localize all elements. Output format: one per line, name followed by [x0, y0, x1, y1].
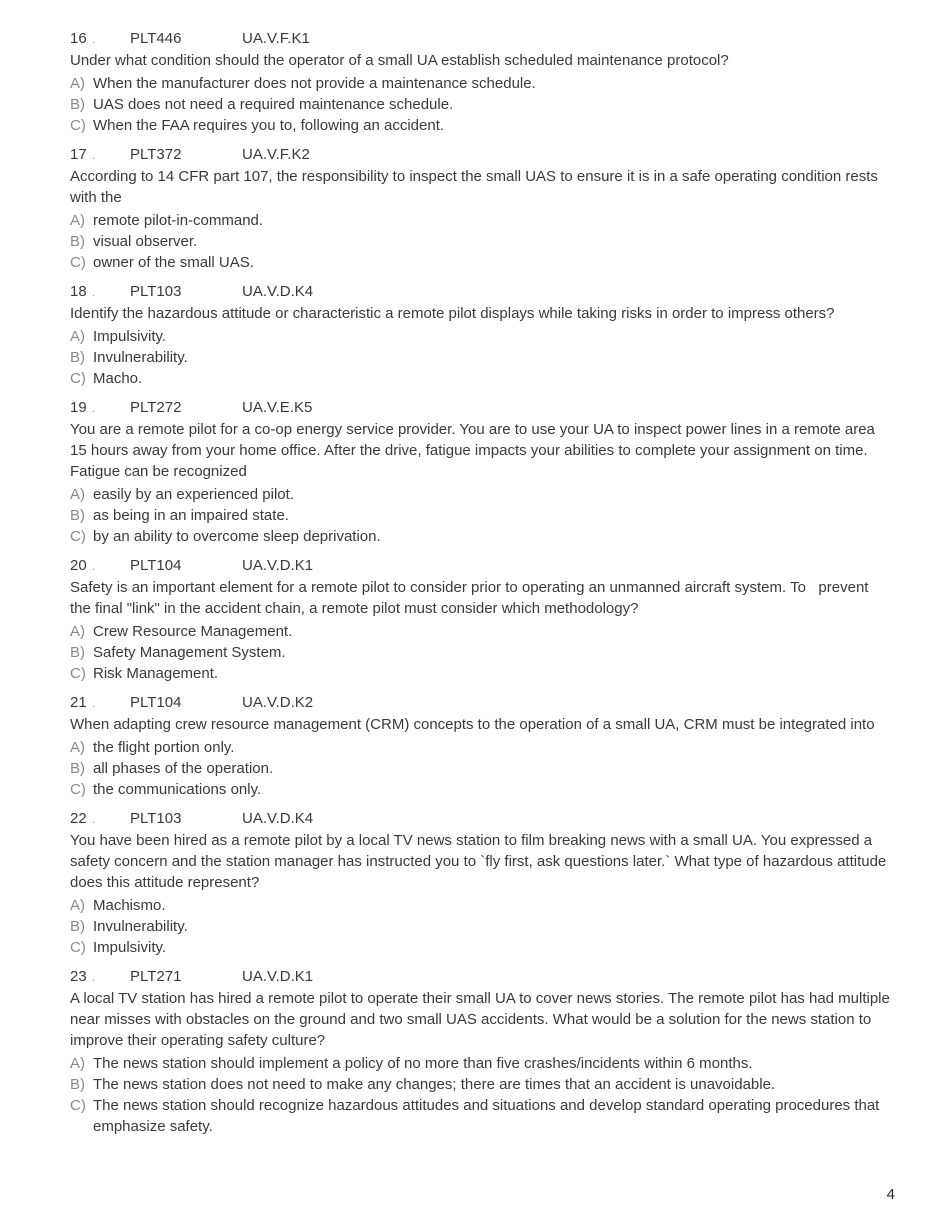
acs-reference: UA.V.F.K1	[242, 30, 310, 47]
option-letter: B)	[70, 1076, 85, 1093]
option-text: When the manufacturer does not provide a maintenance schedule.	[93, 75, 536, 92]
question-22	[70, 808, 890, 958]
question-number: 16	[70, 30, 87, 47]
acs-reference: UA.V.E.K5	[242, 399, 313, 416]
question-header	[70, 144, 890, 166]
option-letter: B)	[70, 349, 85, 366]
acs-reference: UA.V.D.K1	[242, 557, 314, 574]
question-header	[70, 808, 890, 830]
answer-option-a[interactable]	[70, 484, 890, 505]
plt-code: PLT272	[130, 399, 182, 416]
question-text: When adapting crew resource management (CRM) concepts to the operation of a small UA, CRM must be integrated into	[70, 716, 875, 733]
option-letter: B)	[70, 918, 85, 935]
answer-option-c[interactable]	[70, 115, 890, 136]
answer-option-a[interactable]	[70, 210, 890, 231]
option-text: The news station does not need to make any changes; there are times that an accident is unavoidable.	[93, 1076, 776, 1093]
question-19	[70, 397, 890, 547]
answer-option-a[interactable]	[70, 621, 890, 642]
question-header	[70, 28, 890, 50]
question-number: 23	[70, 968, 87, 985]
option-letter: A)	[70, 623, 85, 640]
answer-option-b[interactable]	[70, 94, 890, 115]
option-letter: B)	[70, 760, 85, 777]
option-text: by an ability to overcome sleep deprivation.	[93, 528, 381, 545]
question-text: You have been hired as a remote pilot by a local TV news station to film breaking news with a small UA. You expressed a safety concern and the station manager has instructed you to `fly first, ask questions later.` What type of hazardous attitude does this attitude represent?	[70, 832, 887, 891]
answer-option-b[interactable]	[70, 642, 890, 663]
question-20	[70, 555, 890, 684]
answer-option-a[interactable]	[70, 326, 890, 347]
option-text: Machismo.	[93, 897, 166, 914]
answer-option-a[interactable]	[70, 895, 890, 916]
option-letter: C)	[70, 370, 86, 387]
option-letter: C)	[70, 939, 86, 956]
answer-option-c[interactable]	[70, 937, 890, 958]
option-text: Risk Management.	[93, 665, 219, 682]
answer-option-c[interactable]	[70, 663, 890, 684]
option-text: Impulsivity.	[93, 939, 167, 956]
option-text: the communications only.	[93, 781, 262, 798]
answer-option-b[interactable]	[70, 758, 890, 779]
option-text: easily by an experienced pilot.	[93, 486, 294, 503]
answer-option-c[interactable]	[70, 779, 890, 800]
option-text: Invulnerability.	[93, 349, 188, 366]
answer-option-b[interactable]	[70, 916, 890, 937]
question-text: Identify the hazardous attitude or characteristic a remote pilot displays while taking risks in order to impress others?	[70, 305, 835, 322]
option-text: The news station should implement a policy of no more than five crashes/incidents within 6 months.	[93, 1055, 753, 1072]
option-letter: C)	[70, 254, 86, 271]
question-header	[70, 397, 890, 419]
option-text: The news station should recognize hazardous attitudes and situations and develop standard operating procedures that emphasize safety.	[93, 1097, 880, 1135]
option-text: Invulnerability.	[93, 918, 188, 935]
question-21	[70, 692, 890, 800]
question-18	[70, 281, 890, 389]
answer-option-c[interactable]	[70, 368, 890, 389]
answer-option-c[interactable]	[70, 1095, 890, 1137]
question-dot: .	[92, 814, 96, 826]
acs-reference: UA.V.F.K2	[242, 146, 310, 163]
answer-option-c[interactable]	[70, 526, 890, 547]
option-letter: A)	[70, 739, 85, 756]
question-text: You are a remote pilot for a co-op energy service provider. You are to use your UA to inspect power lines in a remote area 15 hours away from your home office. After the drive, fatigue impacts your abilities to complete your assignment on time. Fatigue can be recognized	[70, 421, 875, 480]
option-letter: B)	[70, 233, 85, 250]
question-dot: .	[92, 287, 96, 299]
option-text: owner of the small UAS.	[93, 254, 254, 271]
acs-reference: UA.V.D.K4	[242, 810, 314, 827]
option-letter: A)	[70, 212, 85, 229]
option-letter: C)	[70, 117, 86, 134]
question-16	[70, 28, 890, 136]
plt-code: PLT271	[130, 968, 182, 985]
question-23	[70, 966, 890, 1137]
option-letter: A)	[70, 75, 85, 92]
plt-code: PLT103	[130, 810, 182, 827]
option-letter: B)	[70, 507, 85, 524]
question-page	[70, 28, 890, 1145]
plt-code: PLT446	[130, 30, 182, 47]
question-dot: .	[92, 150, 96, 162]
option-text: all phases of the operation.	[93, 760, 274, 777]
question-number: 22	[70, 810, 87, 827]
answer-option-a[interactable]	[70, 1053, 890, 1074]
question-header	[70, 555, 890, 577]
option-text: visual observer.	[93, 233, 198, 250]
question-number: 20	[70, 557, 87, 574]
page-number: 4	[886, 1186, 895, 1203]
option-letter: B)	[70, 96, 85, 113]
option-letter: A)	[70, 1055, 85, 1072]
question-number: 18	[70, 283, 87, 300]
question-number: 21	[70, 694, 87, 711]
question-dot: .	[92, 561, 96, 573]
option-text: Crew Resource Management.	[93, 623, 293, 640]
question-dot: .	[92, 403, 96, 415]
option-letter: C)	[70, 665, 86, 682]
question-dot: .	[92, 34, 96, 46]
option-letter: B)	[70, 644, 85, 661]
answer-option-b[interactable]	[70, 505, 890, 526]
option-text: Safety Management System.	[93, 644, 286, 661]
option-text: the flight portion only.	[93, 739, 235, 756]
plt-code: PLT104	[130, 557, 182, 574]
option-text: Macho.	[93, 370, 143, 387]
question-header	[70, 692, 890, 714]
option-letter: A)	[70, 897, 85, 914]
answer-option-c[interactable]	[70, 252, 890, 273]
plt-code: PLT104	[130, 694, 182, 711]
question-number: 17	[70, 146, 87, 163]
answer-option-a[interactable]	[70, 73, 890, 94]
option-text: remote pilot-in-command.	[93, 212, 264, 229]
question-text: Under what condition should the operator of a small UA establish scheduled maintenance protocol?	[70, 52, 729, 69]
answer-option-a[interactable]	[70, 737, 890, 758]
option-letter: C)	[70, 528, 86, 545]
option-letter: C)	[70, 781, 86, 798]
answer-option-b[interactable]	[70, 231, 890, 252]
question-header	[70, 966, 890, 988]
option-text: Impulsivity.	[93, 328, 167, 345]
plt-code: PLT372	[130, 146, 182, 163]
answer-option-b[interactable]	[70, 347, 890, 368]
question-dot: .	[92, 698, 96, 710]
acs-reference: UA.V.D.K1	[242, 968, 314, 985]
question-text: According to 14 CFR part 107, the responsibility to inspect the small UAS to ensure it is in a safe operating condition rests with the	[70, 168, 878, 206]
question-header	[70, 281, 890, 303]
option-text: When the FAA requires you to, following an accident.	[93, 117, 445, 134]
question-text: A local TV station has hired a remote pilot to operate their small UA to cover news stories. The remote pilot has had multiple near misses with obstacles on the ground and two small UAS accidents. What would be a solution for the news station to improve their operating safety culture?	[70, 990, 890, 1049]
question-dot: .	[92, 972, 96, 984]
question-text: Safety is an important element for a remote pilot to consider prior to operating an unmanned aircraft system. To prevent the final "link" in the accident chain, a remote pilot must consider which methodology?	[70, 579, 869, 617]
option-letter: A)	[70, 328, 85, 345]
option-text: UAS does not need a required maintenance schedule.	[93, 96, 454, 113]
question-number: 19	[70, 399, 87, 416]
option-letter: A)	[70, 486, 85, 503]
option-text: as being in an impaired state.	[93, 507, 289, 524]
option-letter: C)	[70, 1097, 86, 1114]
acs-reference: UA.V.D.K4	[242, 283, 314, 300]
plt-code: PLT103	[130, 283, 182, 300]
question-17	[70, 144, 890, 273]
answer-option-b[interactable]	[70, 1074, 890, 1095]
acs-reference: UA.V.D.K2	[242, 694, 314, 711]
